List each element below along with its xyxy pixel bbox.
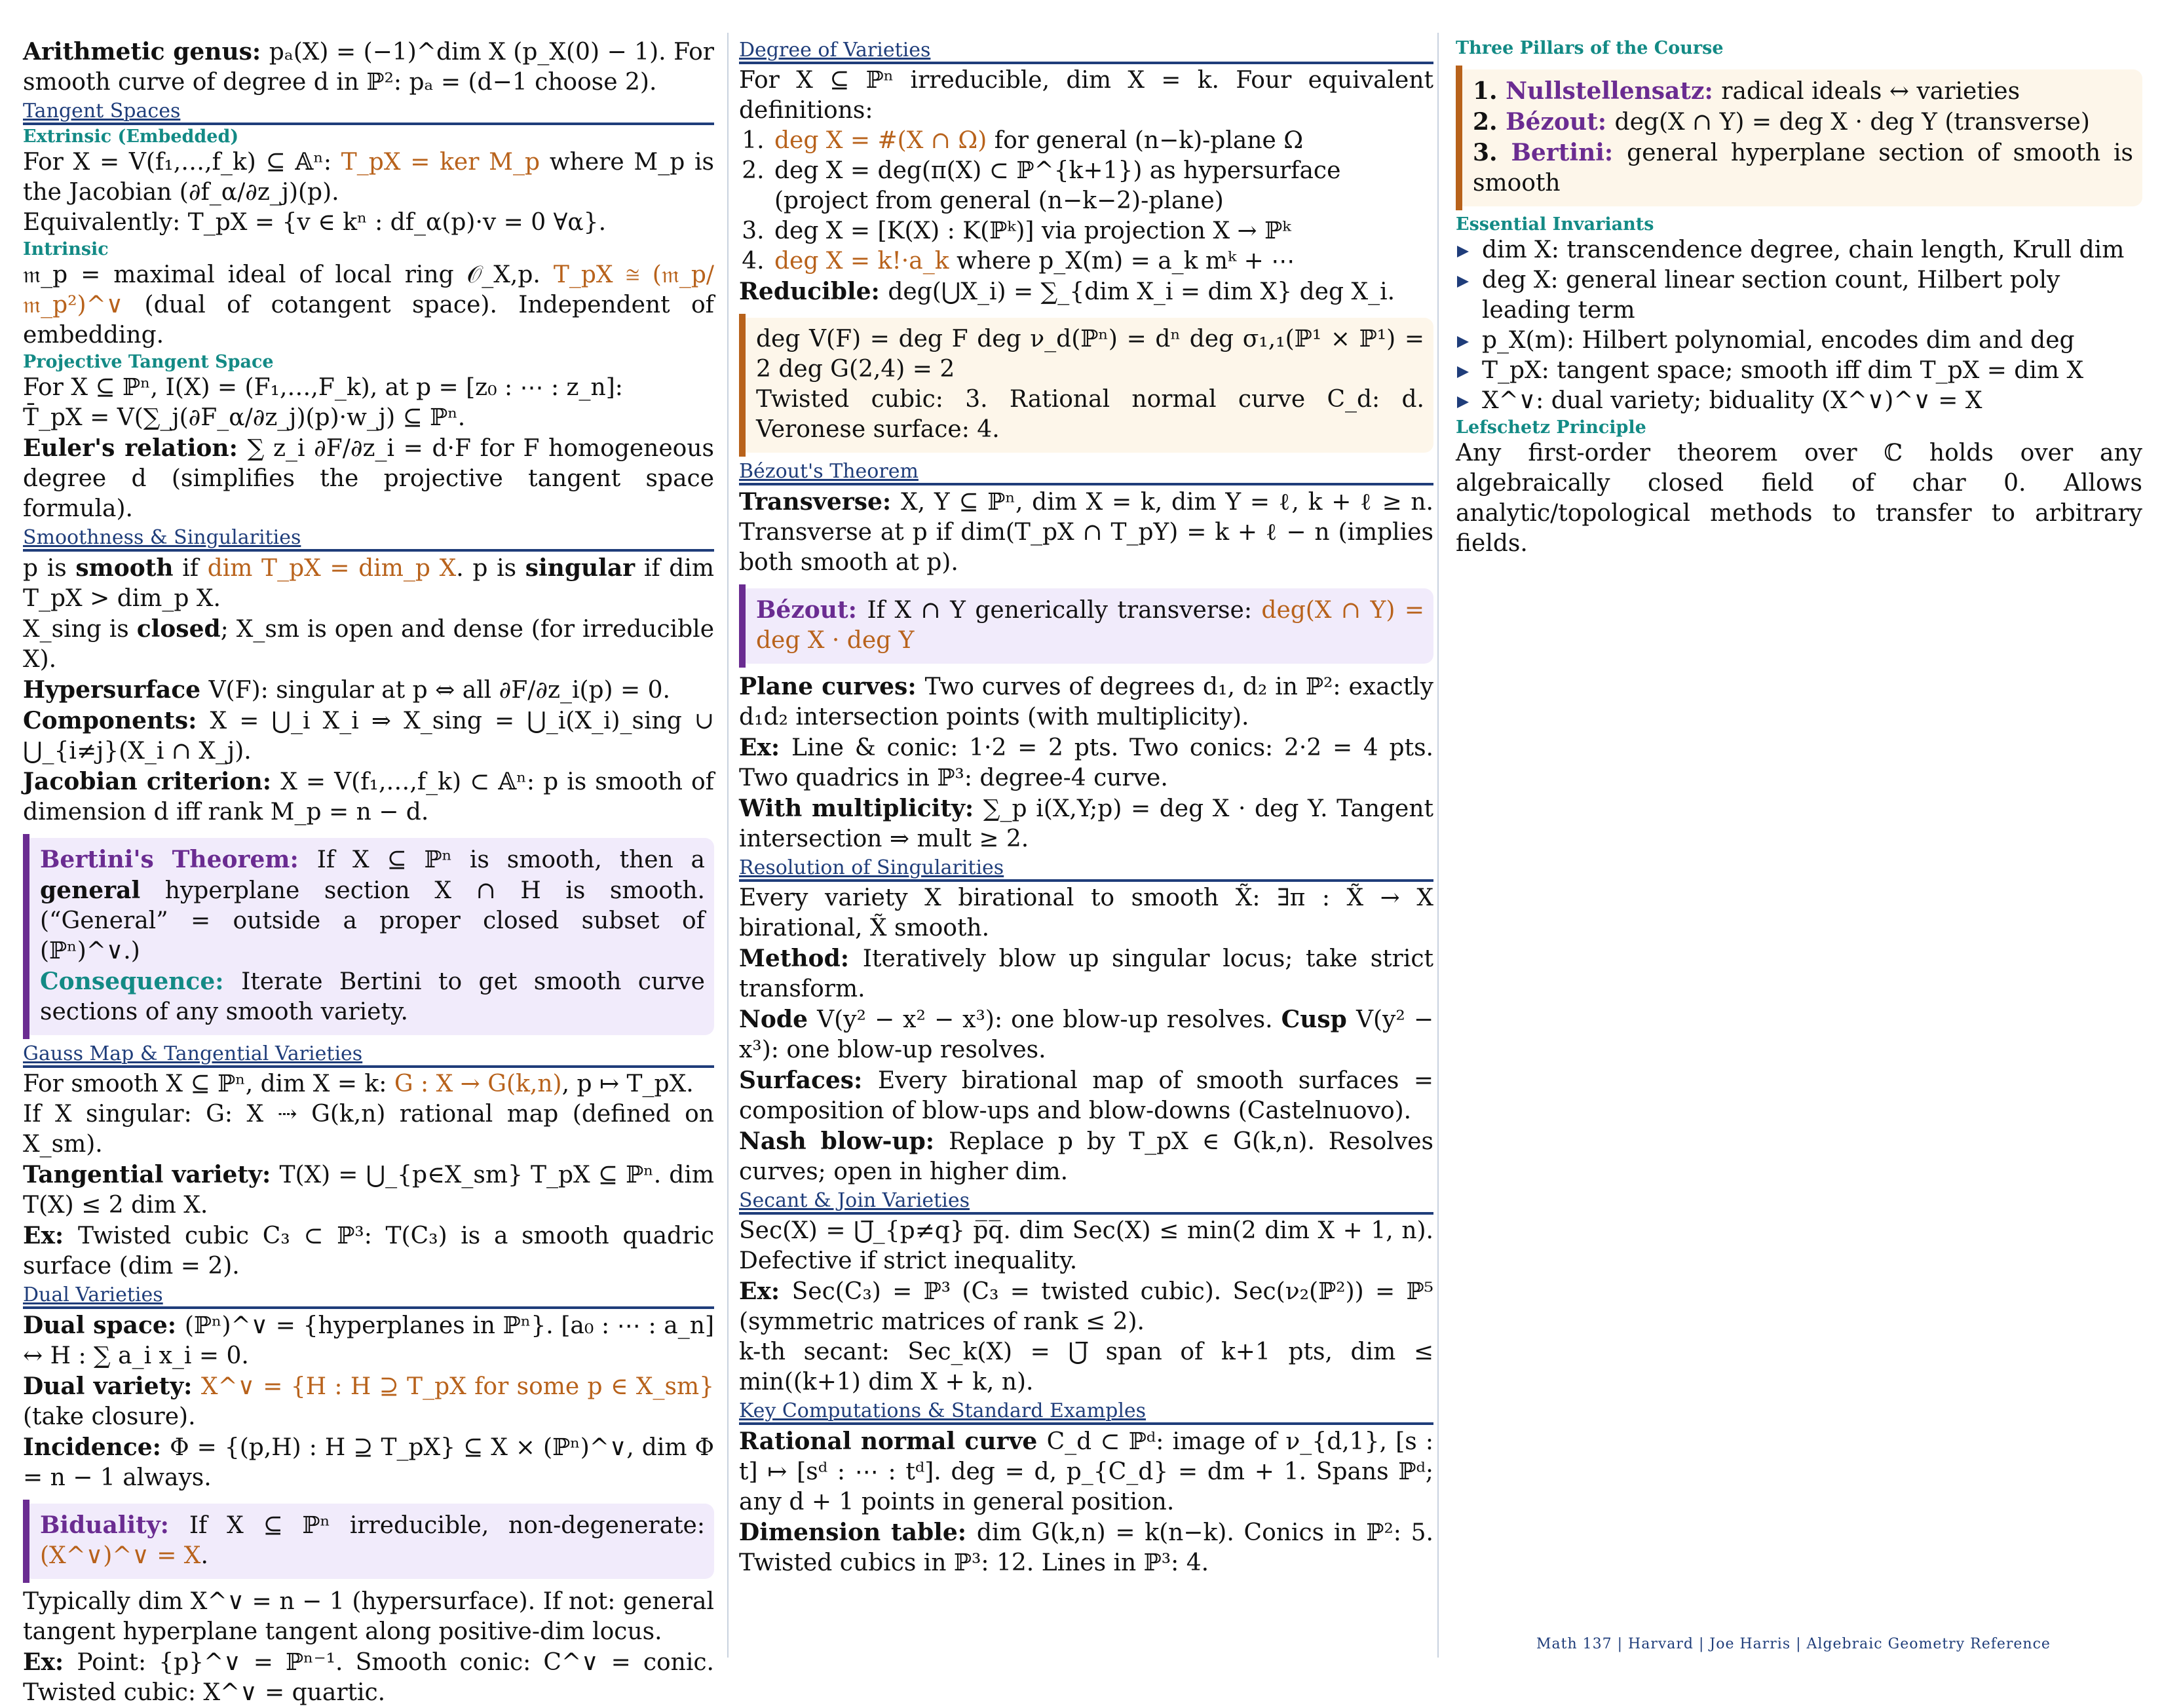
paragraph xyxy=(23,1371,714,1432)
text-run: . xyxy=(200,1542,208,1569)
paragraph xyxy=(739,66,1433,126)
theorem-label: Biduality: xyxy=(40,1511,189,1539)
highlighted-formula: G : X → G(k,n) xyxy=(394,1071,562,1097)
section-heading: Key Computations & Standard Examples xyxy=(739,1400,1433,1425)
bold-term: general xyxy=(40,877,141,904)
text-run: deg(⋃X_i) = ∑_{dim X_i = dim X} deg X_i. xyxy=(888,278,1395,305)
paragraph xyxy=(23,1069,714,1099)
callout-line xyxy=(40,966,705,1027)
paragraph xyxy=(23,1160,714,1221)
text-run: Equivalently: T_pX = {v ∈ kⁿ : df_α(p)·v = 0 ∀α}. xyxy=(23,209,607,236)
bold-term: Components: xyxy=(23,707,210,734)
text-run: Every variety X birational to smooth X̃: ∃π : X̃ → X birational, X̃ smooth. xyxy=(739,884,1433,941)
text-run: For X ⊆ ℙⁿ, I(X) = (F₁,…,F_k), at p = [z₀ : ⋯ : z_n]: xyxy=(23,374,623,401)
callout-line xyxy=(756,324,1424,385)
text-run: ∑ z_i ∂F/∂z_i = d·F for F homogeneous degree d (simplifies the projective tangent space formula). xyxy=(23,435,715,522)
bold-term: Reducible: xyxy=(739,278,888,305)
callout-line xyxy=(756,385,1424,445)
text-run: deg(X ∩ Y) = deg X · deg Y (transverse) xyxy=(1614,109,2090,136)
paragraph xyxy=(739,1216,1433,1276)
text-run: Sec(X) = ⋃̅_{p≠q} p̅q̅. dim Sec(X) ≤ min(2 dim X + 1, n). Defective if strict inequality. xyxy=(739,1217,1433,1274)
text-run: p_X(m): Hilbert polynomial, encodes dim and deg xyxy=(1482,327,2075,354)
text-run: (dual of cotangent space). Independent of embedding. xyxy=(23,292,714,349)
subsection-heading: Extrinsic (Embedded) xyxy=(23,126,239,147)
paragraph xyxy=(23,1587,714,1647)
list-item xyxy=(1482,356,2142,386)
text-run: X = V(f₁,…,f_k) ⊂ 𝔸ⁿ: p is smooth of dimension d iff rank M_p = n − d. xyxy=(23,769,714,826)
text-run: T_pX: tangent space; smooth iff dim T_pX = dim X xyxy=(1482,357,2084,384)
section-heading: Tangent Spaces xyxy=(23,100,714,125)
paragraph xyxy=(23,767,714,827)
text-run: X_sing is xyxy=(23,616,137,643)
section-heading: Dual Varieties xyxy=(23,1284,714,1309)
list-item xyxy=(772,156,1433,216)
theorem-label: Bertini: xyxy=(1511,139,1627,166)
highlighted-formula: deg X = #(X ∩ Ω) xyxy=(774,127,987,154)
highlighted-formula: deg(X ∩ Y) = deg X · deg Y xyxy=(756,597,1424,654)
highlighted-formula: dim T_pX = dim_p X xyxy=(207,555,457,582)
paragraph xyxy=(23,1432,714,1493)
purple-callout-box xyxy=(23,1504,714,1579)
paragraph xyxy=(739,793,1433,854)
paragraph xyxy=(23,433,714,524)
bold-term: Dual variety: xyxy=(23,1373,201,1400)
list-item xyxy=(772,246,1433,276)
text-run: dim G(k,n) = k(n−k). Conics in ℙ²: 5. Twisted cubics in ℙ³: 12. Lines in ℙ³: 4. xyxy=(739,1519,1433,1576)
bold-term: Transverse: xyxy=(739,488,901,516)
highlighted-formula: deg X = k!·a_k xyxy=(774,248,949,275)
paragraph xyxy=(739,276,1433,307)
paragraph xyxy=(739,943,1433,1004)
text-run: X = ⋃_i X_i ⇒ X_sing = ⋃_i(X_i)_sing ∪ ⋃_{i≠j}(X_i ∩ X_j). xyxy=(23,708,714,765)
paragraph xyxy=(23,1221,714,1281)
text-run: k-th secant: Sec_k(X) = ⋃̅ span of k+1 pts, dim ≤ min((k+1) dim X + k, n). xyxy=(739,1338,1433,1395)
consequence-label: Consequence: xyxy=(40,968,242,995)
bold-term: Rational normal curve xyxy=(739,1428,1047,1455)
text-run: For X ⊆ ℙⁿ irreducible, dim X = k. Four equivalent definitions: xyxy=(739,67,1433,124)
text-run: Iterate Bertini to get smooth curve sections of any smooth variety. xyxy=(40,968,705,1025)
text-run: If X ⊆ ℙⁿ irreducible, non-degenerate: xyxy=(189,1512,705,1539)
text-run: Replace p by T_pX ∈ G(k,n). Resolves curves; open in higher dim. xyxy=(739,1128,1433,1185)
text-run: pₐ(X) = (−1)^dim X (p_X(0) − 1). For smooth curve of degree d in ℙ²: pₐ = (d−1 choose 2). xyxy=(23,39,714,96)
bold-term: 3. xyxy=(1473,139,1511,166)
text-run: Twisted cubic: 3. Rational normal curve C_d: d. Veronese surface: 4. xyxy=(756,386,1424,443)
paragraph xyxy=(23,260,714,351)
subsection-heading: Essential Invariants xyxy=(1456,214,1654,235)
bold-term: Nash blow-up: xyxy=(739,1128,949,1155)
column-left xyxy=(23,37,714,1708)
text-run: if dim T_pX > dim_p X. xyxy=(23,555,715,612)
callout-line xyxy=(756,595,1424,656)
paragraph xyxy=(23,706,714,767)
bold-term: Hypersurface xyxy=(23,676,209,704)
theorem-label: Bézout: xyxy=(756,596,867,624)
text-run: general hyperplane section of smooth is smooth xyxy=(1473,140,2134,197)
theorem-label: Bézout: xyxy=(1506,108,1615,136)
text-run: , p ↦ T_pX. xyxy=(561,1071,694,1097)
bold-term: 2. xyxy=(1473,108,1506,136)
text-run: Point: {p}^∨ = ℙⁿ⁻¹. Smooth conic: C^∨ = conic. Twisted cubic: X^∨ = quartic. xyxy=(23,1649,714,1706)
bold-term: Method: xyxy=(739,945,863,972)
paragraph xyxy=(23,1647,714,1708)
subsection-heading: Intrinsic xyxy=(23,239,109,259)
bold-term: Ex: xyxy=(23,1648,77,1676)
callout-line xyxy=(1473,76,2133,107)
text-run: X, Y ⊆ ℙⁿ, dim X = k, dim Y = ℓ, k + ℓ ≥ n. Transverse at p if dim(T_pX ∩ T_pY) = k + ℓ − n (implies both smooth at p). xyxy=(739,489,1434,576)
paragraph xyxy=(1456,438,2142,559)
text-run: deg X = [K(X) : K(ℙᵏ)] via projection X → ℙᵏ xyxy=(774,218,1291,244)
bold-term: Node xyxy=(739,1006,818,1033)
text-run: T(X) = ⋃_{p∈X_sm} T_pX ⊆ ℙⁿ. dim T(X) ≤ 2 dim X. xyxy=(23,1162,714,1219)
bold-term: Incidence: xyxy=(23,1433,170,1461)
text-run: dim X: transcendence degree, chain length, Krull dim xyxy=(1482,237,2125,263)
section-heading: Secant & Join Varieties xyxy=(739,1190,1433,1215)
orange-callout-box xyxy=(739,318,1433,453)
paragraph xyxy=(739,732,1433,793)
bold-term: singular xyxy=(525,554,635,582)
callout-line xyxy=(40,845,705,966)
text-run: If X singular: G: X ⇢ G(k,n) rational map (defined on X_sm). xyxy=(23,1101,714,1158)
list-item xyxy=(772,216,1433,246)
bold-term: Dimension table: xyxy=(739,1519,977,1546)
highlighted-formula: T_pX ≅ (𝔪_p/𝔪_p²)^∨ xyxy=(23,261,715,318)
paragraph xyxy=(23,37,714,98)
highlighted-formula: (X^∨)^∨ = X xyxy=(40,1542,201,1569)
purple-callout-box xyxy=(23,838,714,1035)
text-run: X^∨: dual variety; biduality (X^∨)^∨ = X xyxy=(1482,387,1982,414)
paragraph xyxy=(739,672,1433,732)
paragraph xyxy=(739,1004,1433,1065)
text-run: T̄_pX = V(∑_j(∂F_α/∂z_j)(p)·w_j) ⊆ ℙⁿ. xyxy=(23,404,466,431)
paragraph xyxy=(739,883,1433,943)
paragraph xyxy=(739,1126,1433,1187)
bold-term: smooth xyxy=(75,554,174,582)
text-run: Sec(C₃) = ℙ³ (C₃ = twisted cubic). Sec(ν₂(ℙ²)) = ℙ⁵ (symmetric matrices of rank ≤ 2). xyxy=(739,1278,1433,1335)
bold-term: Cusp xyxy=(1281,1006,1356,1033)
column-divider-2 xyxy=(1437,33,1439,1658)
paragraph xyxy=(739,1276,1433,1337)
text-run: if xyxy=(173,555,208,582)
text-run: If X ⊆ ℙⁿ is smooth, then a xyxy=(316,846,705,873)
paragraph xyxy=(23,614,714,675)
section-heading: Bézout's Theorem xyxy=(739,461,1433,485)
highlighted-formula: T_pX = ker M_p xyxy=(341,149,540,176)
bold-term: Surfaces: xyxy=(739,1067,878,1094)
text-run: C_d ⊂ ℙᵈ: image of ν_{d,1}, [s : t] ↦ [sᵈ : ⋯ : tᵈ]. deg = d, p_{C_d} = dm + 1. Spans ℙᵈ; any d + 1 points in general position. xyxy=(739,1428,1433,1515)
list-item xyxy=(1482,265,2142,326)
paragraph xyxy=(23,1099,714,1160)
paragraph xyxy=(23,675,714,706)
text-run: Iteratively blow up singular locus; take strict transform. xyxy=(739,945,1433,1002)
paragraph xyxy=(23,208,714,238)
text-run: (take closure). xyxy=(23,1403,196,1430)
text-run: deg X: general linear section count, Hilbert poly leading term xyxy=(1482,267,2060,324)
callout-line xyxy=(40,1510,705,1571)
column-middle xyxy=(739,37,1433,1578)
paragraph xyxy=(739,487,1433,578)
text-run: deg X = deg(π(X) ⊂ ℙ^{k+1}) as hypersurface (project from general (n−k−2)-plane) xyxy=(774,157,1341,214)
text-run: hyperplane section X ∩ H is smooth. (“General” = outside a proper closed subset of (ℙⁿ)^∨.) xyxy=(40,877,705,964)
text-run: ∑_p i(X,Y;p) = deg X · deg Y. Tangent intersection ⇒ mult ≥ 2. xyxy=(739,795,1434,852)
text-run: Every birational map of smooth surfaces = composition of blow-ups and blow-downs (Castelnuovo). xyxy=(739,1067,1433,1124)
list-item xyxy=(1482,235,2142,265)
text-run: Twisted cubic C₃ ⊂ ℙ³: T(C₃) is a smooth quadric surface (dim = 2). xyxy=(23,1223,714,1280)
section-heading: Resolution of Singularities xyxy=(739,857,1433,882)
theorem-label: Nullstellensatz: xyxy=(1506,77,1722,105)
theorem-label: Bertini's Theorem: xyxy=(40,846,317,873)
callout-line xyxy=(1473,138,2133,199)
numbered-list xyxy=(739,126,1433,276)
bold-term: Ex: xyxy=(739,734,792,761)
text-run: Φ = {(p,H) : H ⊇ T_pX} ⊆ X × (ℙⁿ)^∨, dim Φ = n − 1 always. xyxy=(23,1434,714,1491)
text-run: where M_p is the Jacobian (∂f_α/∂z_j)(p). xyxy=(23,149,714,206)
text-run: V(y² − x² − x³): one blow-up resolves. xyxy=(817,1006,1281,1033)
text-run: Line & conic: 1·2 = 2 pts. Two conics: 2·2 = 4 pts. Two quadrics in ℙ³: degree-4 curve. xyxy=(739,734,1433,791)
bold-term: closed xyxy=(136,615,221,643)
text-run: where p_X(m) = a_k mᵏ + ⋯ xyxy=(949,248,1295,275)
page-footer: Math 137 | Harvard | Joe Harris | Algebraic Geometry Reference xyxy=(1536,1636,2051,1652)
paragraph xyxy=(739,1337,1433,1397)
text-run: Any first-order theorem over ℂ holds over any algebraically closed field of char 0. Allows analytic/topological methods to transfer to arbitrary fields. xyxy=(1456,440,2142,557)
bold-term: Dual space: xyxy=(23,1312,185,1339)
bold-term: Tangential variety: xyxy=(23,1161,280,1188)
paragraph xyxy=(23,373,714,403)
highlighted-formula: X^∨ = {H : H ⊇ T_pX for some p ∈ X_sm} xyxy=(200,1373,714,1400)
callout-line xyxy=(1473,107,2133,138)
paragraph xyxy=(23,403,714,433)
text-run: ; X_sm is open and dense (for irreducible X). xyxy=(23,616,714,673)
text-run: If X ∩ Y generically transverse: xyxy=(867,597,1262,624)
paragraph xyxy=(739,1426,1433,1517)
bold-term: Ex: xyxy=(23,1222,78,1249)
paragraph xyxy=(23,553,714,614)
subsection-heading: Lefschetz Principle xyxy=(1456,417,1646,438)
text-run: Two curves of degrees d₁, d₂ in ℙ²: exactly d₁d₂ intersection points (with multiplicity). xyxy=(739,674,1434,731)
bold-term: With multiplicity: xyxy=(739,795,983,822)
column-divider-1 xyxy=(727,33,729,1658)
section-heading: Gauss Map & Tangential Varieties xyxy=(23,1043,714,1068)
section-heading: Degree of Varieties xyxy=(739,39,1433,64)
orange-callout-box xyxy=(1456,69,2142,206)
bold-term: Euler's relation: xyxy=(23,434,248,462)
text-run: For smooth X ⊆ ℙⁿ, dim X = k: xyxy=(23,1071,394,1097)
text-run: For X = V(f₁,…,f_k) ⊆ 𝔸ⁿ: xyxy=(23,149,341,176)
text-run: deg V(F) = deg F deg ν_d(ℙⁿ) = dⁿ deg σ₁,₁(ℙ¹ × ℙ¹) = 2 deg G(2,4) = 2 xyxy=(756,326,1424,383)
text-run: for general (n−k)-plane Ω xyxy=(987,127,1304,154)
text-run: Typically dim X^∨ = n − 1 (hypersurface). If not: general tangent hyperplane tangent along positive-dim locus. xyxy=(23,1588,714,1645)
paragraph xyxy=(23,1310,714,1371)
bullet-list xyxy=(1456,235,2142,416)
text-run: p is xyxy=(23,555,76,582)
paragraph xyxy=(739,1517,1433,1578)
text-run: 𝔪_p = maximal ideal of local ring 𝒪_X,p. xyxy=(23,261,554,288)
list-item xyxy=(772,126,1433,156)
bold-term: Arithmetic genus: xyxy=(23,38,269,66)
bold-term: Ex: xyxy=(739,1278,792,1305)
list-item xyxy=(1482,386,2142,416)
bold-term: Plane curves: xyxy=(739,673,925,700)
list-item xyxy=(1482,326,2142,356)
column-right xyxy=(1456,37,2142,559)
purple-callout-box xyxy=(739,588,1433,664)
section-heading: Smoothness & Singularities xyxy=(23,527,714,552)
subsection-heading: Three Pillars of the Course xyxy=(1456,38,1724,58)
subsection-heading: Projective Tangent Space xyxy=(23,352,274,372)
text-run: . p is xyxy=(456,555,525,582)
paragraph xyxy=(739,1065,1433,1126)
text-run: V(F): singular at p ⇔ all ∂F/∂z_i(p) = 0. xyxy=(208,677,670,704)
paragraph xyxy=(23,147,714,208)
text-run: (ℙⁿ)^∨ = {hyperplanes in ℙⁿ}. [a₀ : ⋯ : a_n] ↔ H : ∑ a_i x_i = 0. xyxy=(23,1312,714,1369)
bold-term: Jacobian criterion: xyxy=(23,768,281,795)
bold-term: 1. xyxy=(1473,77,1506,105)
text-run: radical ideals ↔ varieties xyxy=(1721,78,2020,105)
text-run: V(y² − x³): one blow-up resolves. xyxy=(739,1006,1434,1063)
